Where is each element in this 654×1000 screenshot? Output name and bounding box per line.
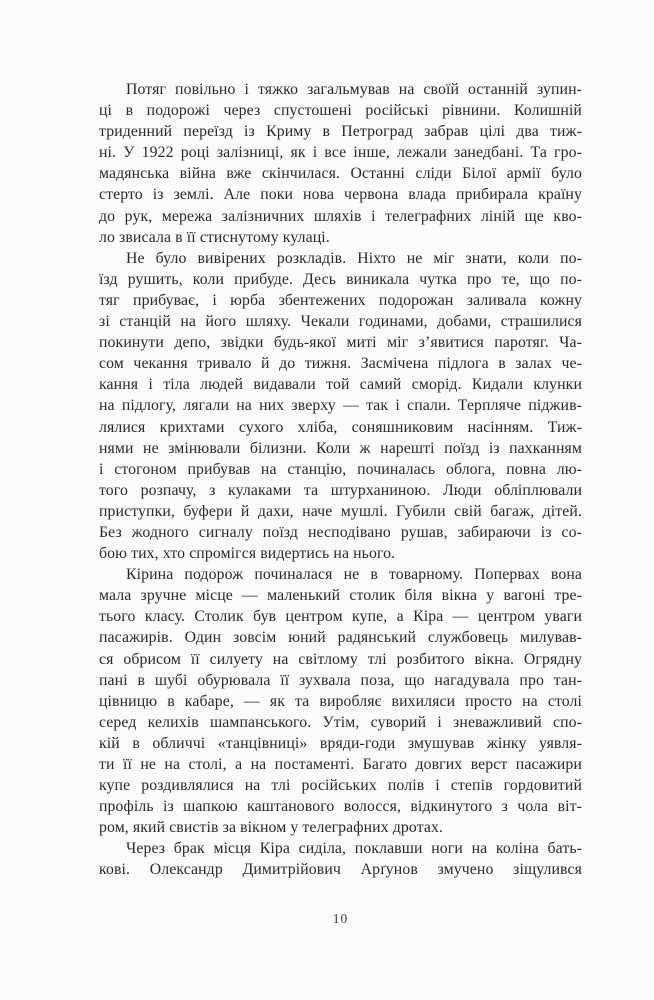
text-line: Кірина подорож починалася не в товарному. Попервах вона: [126, 566, 582, 584]
text-line: Через брак місця Кіра сиділа, поклавши ноги на коліна бать-: [126, 840, 582, 858]
text-line: Не було вивірених розкладів. Ніхто не міг знати, коли по-: [126, 249, 582, 267]
text-line: кій в обличчі «танцівниці» вряди-годи змушував жінку уявля-: [99, 734, 582, 752]
text-line: ром, який свистів за вікном у телеграфних дротах.: [99, 819, 444, 837]
text-line: серед келихів шампанського. Утім, суворий і зневажливий спо-: [99, 713, 582, 731]
text-line: сом чекання тривало й до тижня. Засмічена підлога в залах че-: [99, 355, 582, 373]
text-line: ся обрисом її силуету на світлому тлі розбитого вікна. Огрядну: [99, 650, 582, 668]
text-line: і стогоном прибував на станцію, починалась облога, повна лю-: [99, 460, 582, 478]
text-line: ти її не на столі, а на постаменті. Багато довгих верст пасажири: [99, 756, 582, 773]
text-line: ло звисала в її стиснутому кулаці.: [99, 228, 330, 246]
page-text: [99, 79, 582, 881]
text-line: стерто із землі. Але поки нова червона влада прибирала країну: [99, 186, 582, 204]
text-line: пані в шубі обурювала її зухвала поза, що нагадувала про тан-: [99, 671, 582, 689]
text-line: приступки, буфери й дахи, наче мушлі. Губили свій багаж, дітей.: [99, 502, 582, 520]
text-line: тяг прибуває, і юрба збентежених подорожан заливала кожну: [99, 291, 582, 309]
text-line: профіль із шапкою каштанового волосся, відкинутого з чола віт-: [99, 798, 582, 816]
text-line: ні. У 1922 році залізниці, як і все інше, лежали занедбані. Та гро-: [99, 144, 582, 162]
text-line: зі станцій на його шляху. Чекали годинами, добами, страшилися: [99, 313, 582, 331]
text-line: на підлогу, лягали на них зверху — так і спали. Терпляче піджив-: [99, 397, 582, 415]
text-line: кові. Олександр Димитрійович Арґунов змучено зіщулився: [99, 861, 582, 879]
text-line: кання і тіла людей видавали той самий сморід. Кидали клунки: [99, 376, 582, 394]
text-line: мала зручне місце — маленький столик біля вікна у вагоні тре-: [99, 587, 582, 605]
text-line: до рук, мережа залізничних шляхів і телеграфних ліній ще кво-: [99, 207, 582, 225]
text-line: Потяг повільно і тяжко загальмував на своїй останній зупин-: [126, 81, 582, 98]
text-line: лялися крихтами сухого хліба, соняшниковим насінням. Тиж-: [99, 418, 582, 436]
text-line: купе роздивлялися на тлі російських полів і степів гордовитий: [99, 777, 582, 795]
page-number: 10: [332, 911, 349, 926]
text-line: покинути депо, звідки будь-якої миті міг з’явитися паротяг. Ча-: [99, 334, 582, 352]
text-line: нями не змінювали білизни. Коли ж нарешті поїзд із пахканням: [99, 439, 582, 457]
text-line: тього класу. Столик був центром купе, а Кіра — центром уваги: [99, 608, 582, 626]
text-line: пасажирів. Один зовсім юний радянський службовець милував-: [99, 629, 582, 647]
text-line: Без жодного сигналу поїзд несподівано рушав, забираючи із со-: [99, 523, 582, 541]
text-line: цівницю в кабаре, — як та виробляє вихиляси просто на столі: [99, 692, 582, 710]
text-line: бою тих, хто спромігся видертись на нього.: [99, 545, 396, 563]
text-line: триденний переїзд із Криму в Петроград забрав цілі два тиж-: [99, 123, 582, 141]
text-line: того розпачу, з кулаками та штурханиною. Люди обліплювали: [99, 481, 582, 499]
text-line: їзд рушить, коли прибуде. Десь виникала чутка про те, що по-: [99, 270, 582, 288]
text-line: мадянська війна вже скінчилася. Останні сліди Білої армії було: [99, 165, 582, 183]
text-line: ці в подорожі через спустошені російські рівнини. Колишній: [99, 102, 582, 120]
